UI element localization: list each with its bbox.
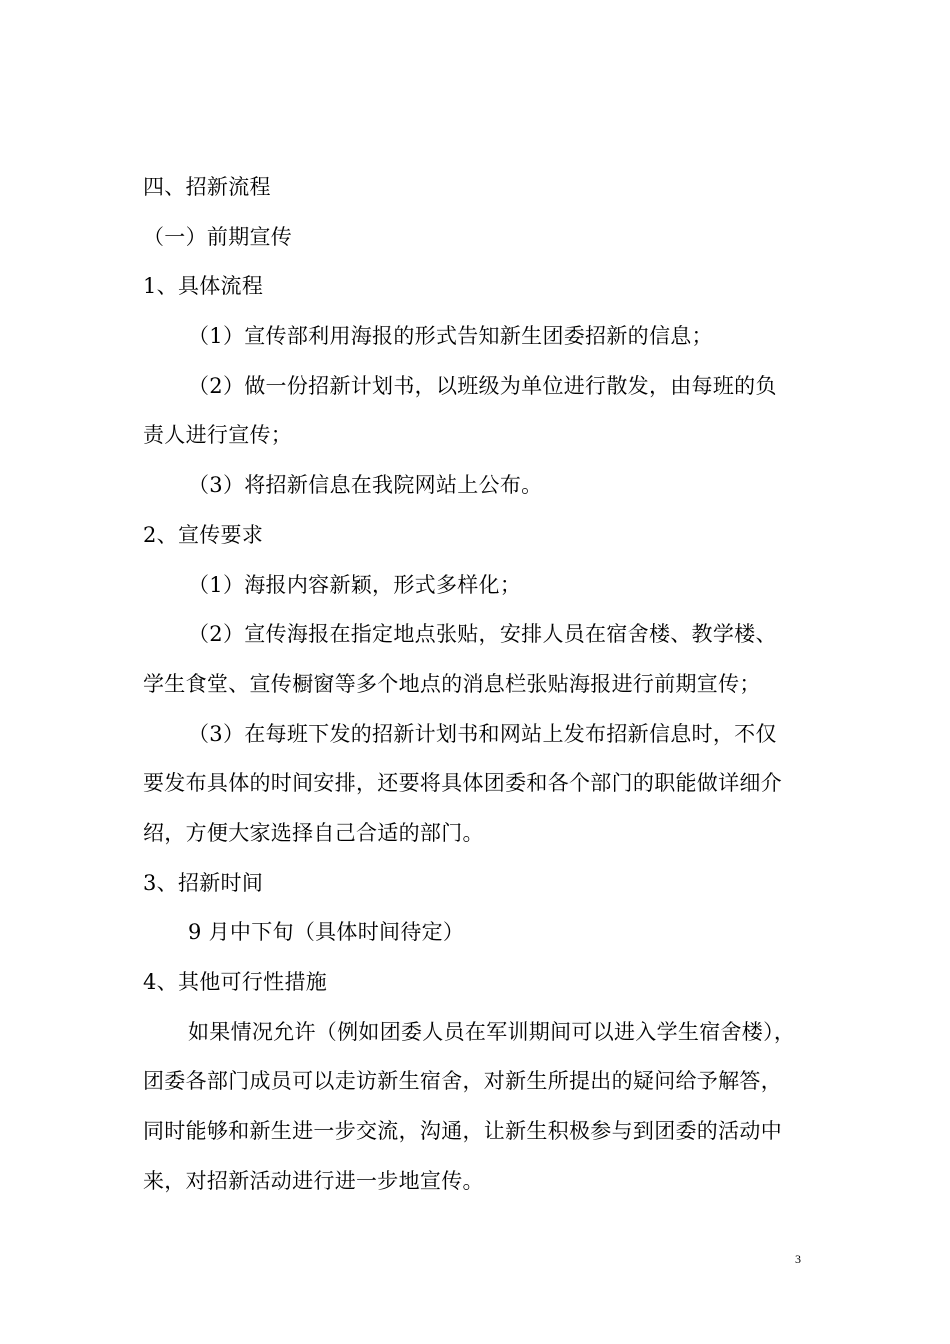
paragraph-line: 学生食堂、宣传橱窗等多个地点的消息栏张贴海报进行前期宣传； [143, 671, 761, 696]
paragraph-line: （2）做一份招新计划书，以班级为单位进行散发，由每班的负 [188, 373, 777, 398]
paragraph-line: （1）宣传部利用海报的形式告知新生团委招新的信息； [188, 324, 713, 349]
item-heading: 3、招新时间 [143, 870, 264, 895]
item-heading: 2、宣传要求 [143, 522, 264, 547]
subsection-heading: （一）前期宣传 [143, 224, 293, 249]
paragraph-line: （2）宣传海报在指定地点张贴，安排人员在宿舍楼、教学楼、 [188, 622, 777, 647]
paragraph-line: 团委各部门成员可以走访新生宿舍，对新生所提出的疑问给予解答， [143, 1069, 782, 1094]
paragraph-line: （3）将招新信息在我院网站上公布。 [188, 473, 543, 498]
item-heading: 1、具体流程 [143, 274, 264, 299]
paragraph-line: （1）海报内容新颖，形式多样化； [188, 572, 522, 597]
paragraph-line: 责人进行宣传； [143, 423, 293, 448]
page-number: 3 [795, 1252, 801, 1266]
item-heading: 4、其他可行性措施 [143, 970, 328, 994]
paragraph-line: 同时能够和新生进一步交流，沟通，让新生积极参与到团委的活动中 [143, 1119, 782, 1144]
paragraph-line: 要发布具体的时间安排，还要将具体团委和各个部门的职能做详细介 [143, 771, 782, 796]
document-body [143, 163, 808, 1206]
paragraph-line: 9 月中下旬（具体时间待定） [188, 920, 465, 945]
paragraph-line: 来，对招新活动进行进一步地宣传。 [143, 1168, 484, 1193]
paragraph-line: 绍，方便大家选择自己合适的部门。 [143, 820, 484, 845]
paragraph-line: （3）在每班下发的招新计划书和网站上发布招新信息时，不仅 [188, 721, 777, 746]
paragraph-line: 如果情况允许（例如团委人员在军训期间可以进入学生宿舍楼）， [188, 1019, 796, 1044]
section-heading: 四、招新流程 [143, 175, 271, 199]
